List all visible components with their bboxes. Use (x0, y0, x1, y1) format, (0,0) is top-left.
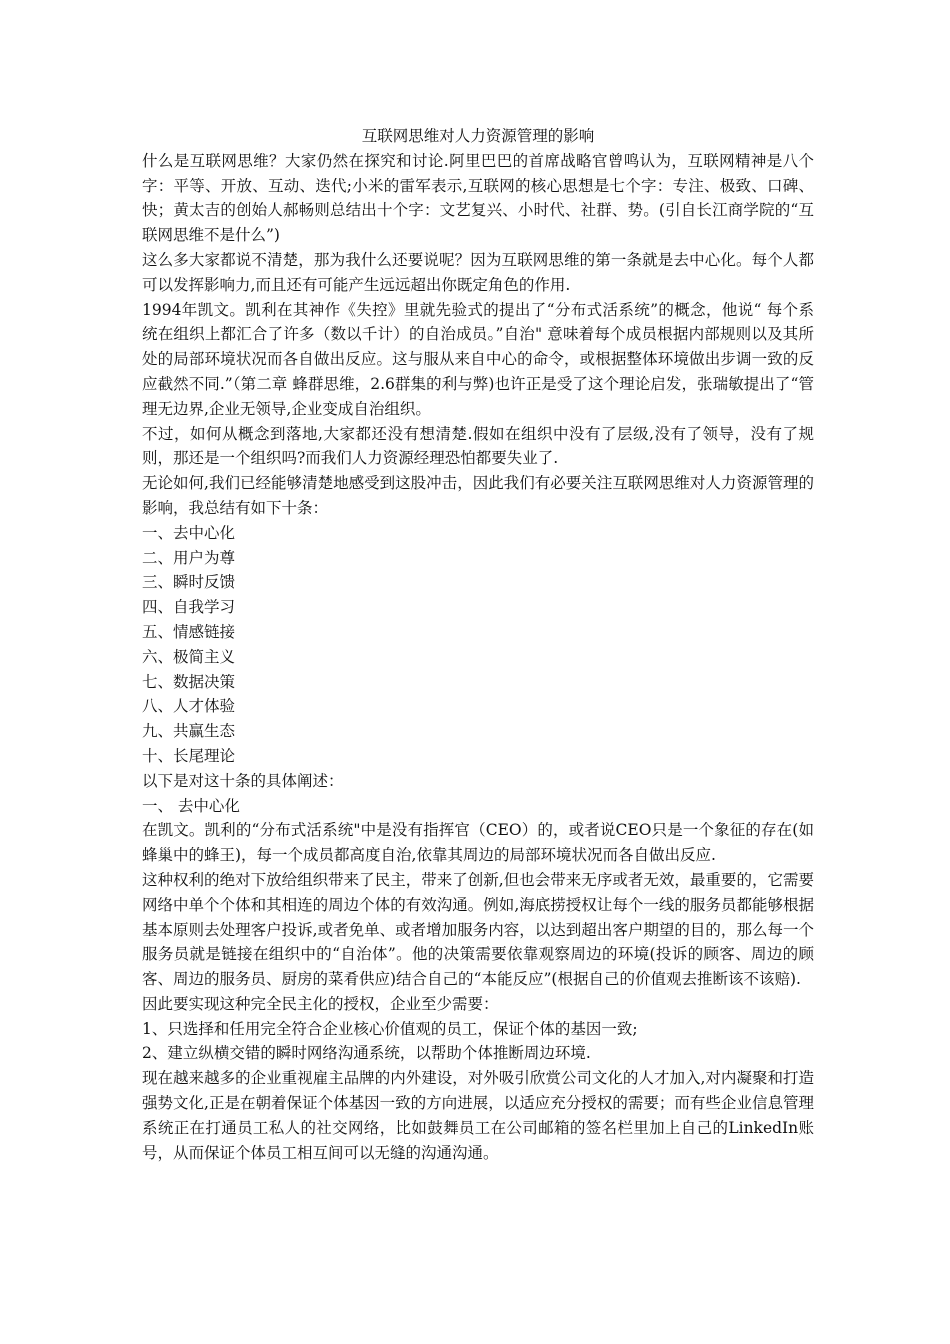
list-item: 一、去中心化 (142, 523, 236, 542)
section-paragraph: 这种权利的绝对下放给组织带来了民主，带来了创新,但也会带来无序或者无效，最重要的，它需要网络中单个个体和其相连的周边个体的有效沟通。例如,海底捞授权让每个一线的服务员都能够根据基本原则去处理客户投诉,或者免单、或者增加服务内容，以达到超出客户期望的目的，那么每一个服务员就是链接在组织中的“自治体”。他的决策需要依靠观察周边的环境(投诉的顾客、周边的顾客、周边的服务员、厨房的菜肴供应)结合自己的“本能反应”(根据自己的价值观去推断该不该赔). (142, 870, 814, 989)
section-paragraph: 因此要实现这种完全民主化的授权，企业至少需要： (142, 994, 499, 1013)
section-paragraph: 在凯文。凯利的“分布式活系统"中是没有指挥官（CEO）的，或者说CEO只是一个象征的存在(如蜂巢中的蜂王)，每一个成员都高度自治,依靠其周边的局部环境状况而各自做出反应. (142, 821, 814, 865)
section-paragraph: 现在越来越多的企业重视雇主品牌的内外建设，对外吸引欣赏公司文化的人才加入,对内凝聚和打造强势文化,正是在朝着保证个体基因一致的方向进展，以适应充分授权的需要；而有些企业信息管理系统正在打通员工私人的社交网络，比如鼓舞员工在公司邮箱的签名栏里加上自己的LinkedIn账号，从而保证个体员工相互间可以无缝的沟通沟通。 (142, 1069, 814, 1162)
list-item: 三、瞬时反馈 (142, 573, 236, 592)
document-page (142, 124, 814, 1165)
list-item: 四、自我学习 (142, 598, 236, 617)
list-item: 二、用户为尊 (142, 548, 236, 567)
list-item: 五、情感链接 (142, 622, 236, 641)
list-item: 七、数据决策 (142, 672, 236, 691)
list-item: 六、极简主义 (142, 647, 236, 666)
requirement-item: 2、建立纵横交错的瞬时网络沟通系统，以帮助个体推断周边环境. (142, 1044, 591, 1063)
document-title: 互联网思维对人力资源管理的影响 (361, 127, 595, 145)
list-item: 九、共赢生态 (142, 722, 236, 741)
section-heading: 一、 去中心化 (142, 796, 240, 815)
paragraph-why: 这么多大家都说不清楚，那为我什么还要说呢？因为互联网思维的第一条就是去中心化。每个人都可以发挥影响力,而且还有可能产生远远超出你既定角色的作用. (142, 250, 814, 294)
paragraph-however: 不过，如何从概念到落地,大家都还没有想清楚.假如在组织中没有了层级,没有了领导，没有了规则，那还是一个组织吗?而我们人力资源经理恐怕都要失业了. (142, 424, 814, 468)
paragraph-summary: 无论如何,我们已经能够清楚地感受到这股冲击，因此我们有必要关注互联网思维对人力资源管理的影响，我总结有如下十条： (142, 474, 814, 517)
list-item: 八、人才体验 (142, 697, 236, 716)
paragraph-kevin-kelly: 1994年凯文。凯利在其神作《失控》里就先验式的提出了“分布式活系统”的概念，他说“ 每个系统在组织上都汇合了许多（数以千计）的自治成员。”自治" 意味着每个成员根据内部规则以及其所处的局部环境状况而各自做出反应。这与服从来自中心的命令，或根据整体环境做出步调一致的反应截然不同.”（第二章 蜂群思维，2.6群集的利与弊)也许正是受了这个理论启发，张瑞敏提出了“管理无边界,企业无领导,企业变成自治组织。 (142, 300, 814, 418)
detail-intro: 以下是对这十条的具体阐述： (142, 771, 344, 790)
paragraph-intro: 什么是互联网思维？大家仍然在探究和讨论.阿里巴巴的首席战略官曾鸣认为，互联网精神是八个字：平等、开放、互动、迭代;小米的雷军表示,互联网的核心思想是七个字：专注、极致、口碑、快；黄太吉的创始人郝畅则总结出十个字：文艺复兴、小时代、社群、势。(引自长江商学院的“互联网思维不是什么”) (142, 151, 814, 245)
list-item: 十、长尾理论 (142, 746, 236, 765)
requirement-item: 1、只选择和任用完全符合企业核心价值观的员工，保证个体的基因一致; (142, 1019, 638, 1038)
